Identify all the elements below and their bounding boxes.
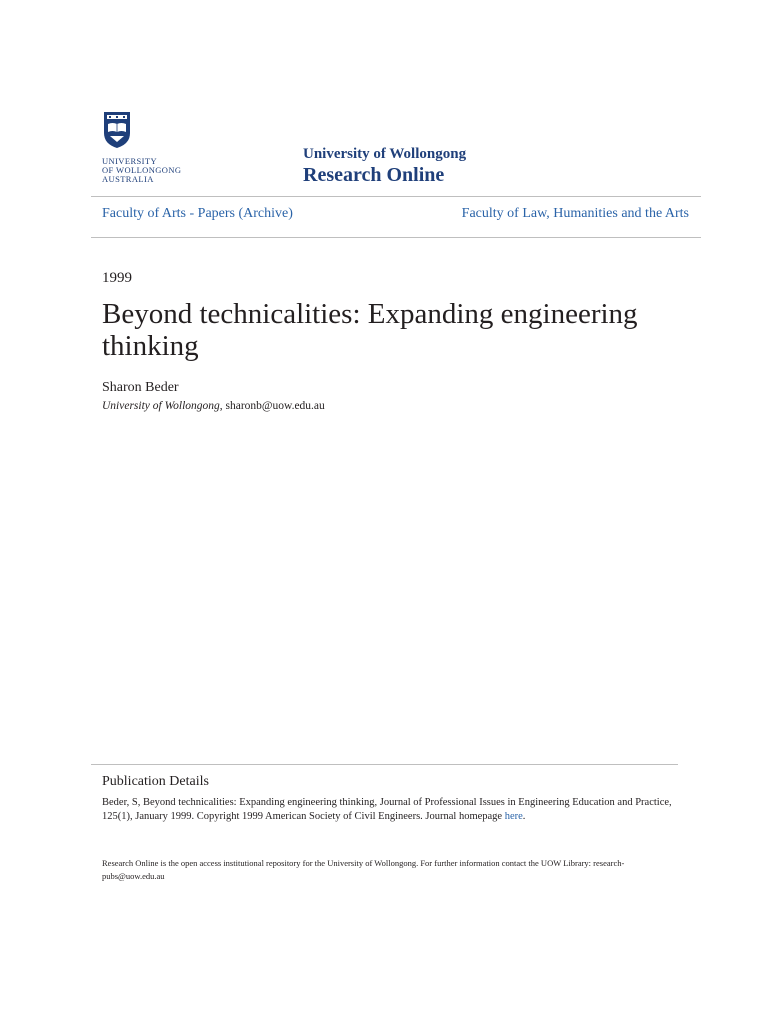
logo-line-3: AUSTRALIA [102,174,154,184]
logo-wordmark [102,157,192,184]
university-crest-icon [103,111,131,149]
publication-end: . [522,811,526,822]
publication-year: 1999 [102,270,132,286]
repository-university: University of Wollongong [303,146,467,162]
divider-top [91,196,701,197]
repository-footer-note: Research Online is the open access institutional repository for the University of Wollongong. For further information contact the UOW Library: research-pubs@uow.edu.au [102,858,625,881]
publication-details-text [102,796,682,824]
repository-header [303,145,466,187]
faculty-law-humanities-link[interactable]: Faculty of Law, Humanities and the Arts [461,206,689,221]
author-name: Sharon Beder [102,380,179,395]
author-email: sharonb@uow.edu.au [225,400,325,412]
affiliation-separator: , [219,400,226,412]
faculty-arts-papers-link[interactable]: Faculty of Arts - Papers (Archive) [102,206,293,221]
author-affiliation [102,400,325,412]
publication-citation: Beder, S, Beyond technicalities: Expanding engineering thinking, Journal of Professional Issues in Engineering Education and Practice, 125(1), January 1999. Copyright 1999 American Society of Civil Engineers. Journal homepage [102,797,672,822]
divider-publication [91,764,678,765]
publication-details-heading: Publication Details [102,774,209,789]
affiliation-institution: University of Wollongong [102,400,220,412]
logo-line-2: OF WOLLONGONG [102,165,182,175]
logo-line-1: UNIVERSITY [102,156,157,166]
university-logo [102,111,192,184]
journal-homepage-link[interactable]: here [504,811,523,822]
repository-name: Research Online [303,164,445,186]
paper-title: Beyond technicalities: Expanding engineering thinking [102,298,638,362]
divider-nav [91,237,701,238]
